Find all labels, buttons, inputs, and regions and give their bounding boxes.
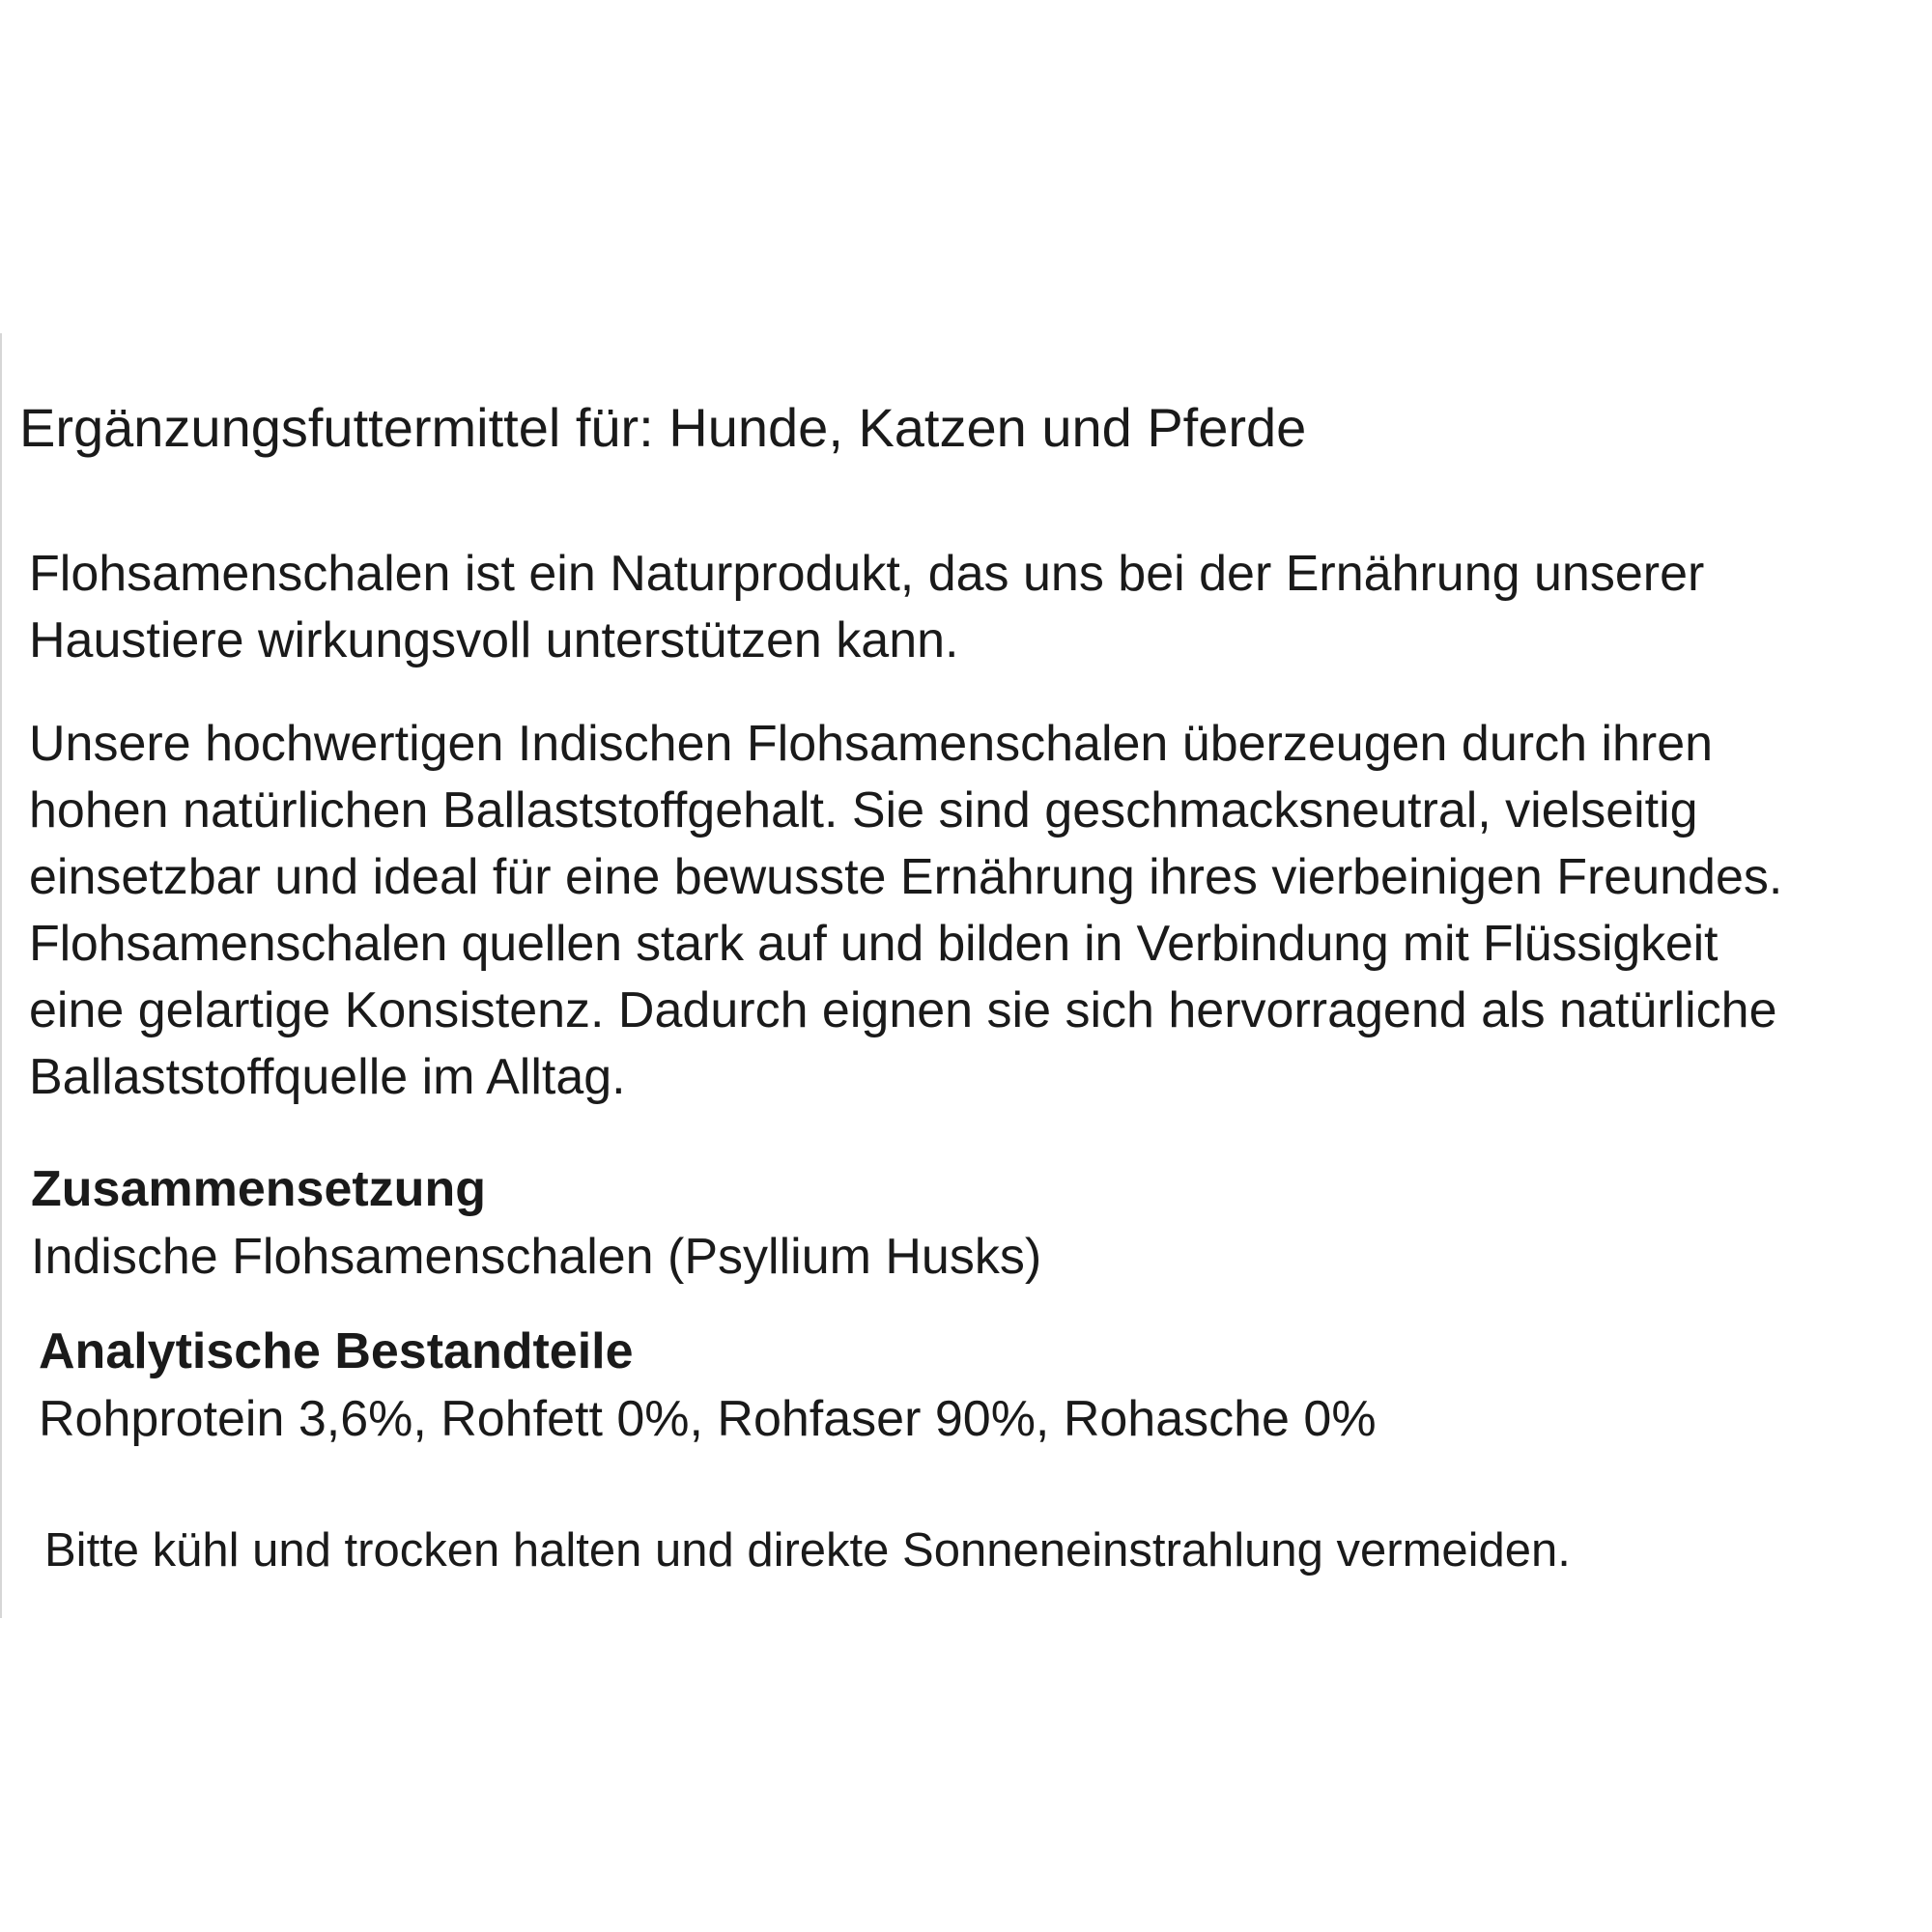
description-line: hohen natürlichen Ballaststoffgehalt. Sie sind geschmacksneutral, vielseitig [29, 782, 1698, 838]
description-line: einsetzbar und ideal für eine bewusste Ernährung ihres vierbeinigen Freundes. [29, 849, 1783, 905]
composition-value: Indische Flohsamenschalen (Psyllium Husks) [31, 1229, 1042, 1285]
intro-paragraph [29, 541, 1704, 674]
analytical-constituents-heading: Analytische Bestandteile [39, 1323, 634, 1379]
left-border-line [0, 333, 2, 1618]
storage-note: Bitte kühl und trocken halten und direkte Sonneneinstrahlung vermeiden. [44, 1524, 1571, 1577]
intro-line: Haustiere wirkungsvoll unterstützen kann. [29, 612, 959, 668]
analytical-constituents-value: Rohprotein 3,6%, Rohfett 0%, Rohfaser 90%, Rohasche 0% [39, 1391, 1377, 1447]
composition-heading: Zusammensetzung [31, 1161, 486, 1217]
description-line: Flohsamenschalen quellen stark auf und bilden in Verbindung mit Flüssigkeit [29, 916, 1719, 972]
description-line: eine gelartige Konsistenz. Dadurch eignen sie sich hervorragend als natürliche [29, 982, 1777, 1038]
intro-line: Flohsamenschalen ist ein Naturprodukt, das uns bei der Ernährung unserer [29, 546, 1705, 602]
description-paragraph [29, 711, 1782, 1111]
description-line: Unsere hochwertigen Indischen Flohsamenschalen überzeugen durch ihren [29, 716, 1714, 772]
description-line: Ballaststoffquelle im Alltag. [29, 1049, 626, 1105]
target-animals-line: Ergänzungsfuttermittel für: Hunde, Katzen und Pferde [19, 397, 1307, 458]
